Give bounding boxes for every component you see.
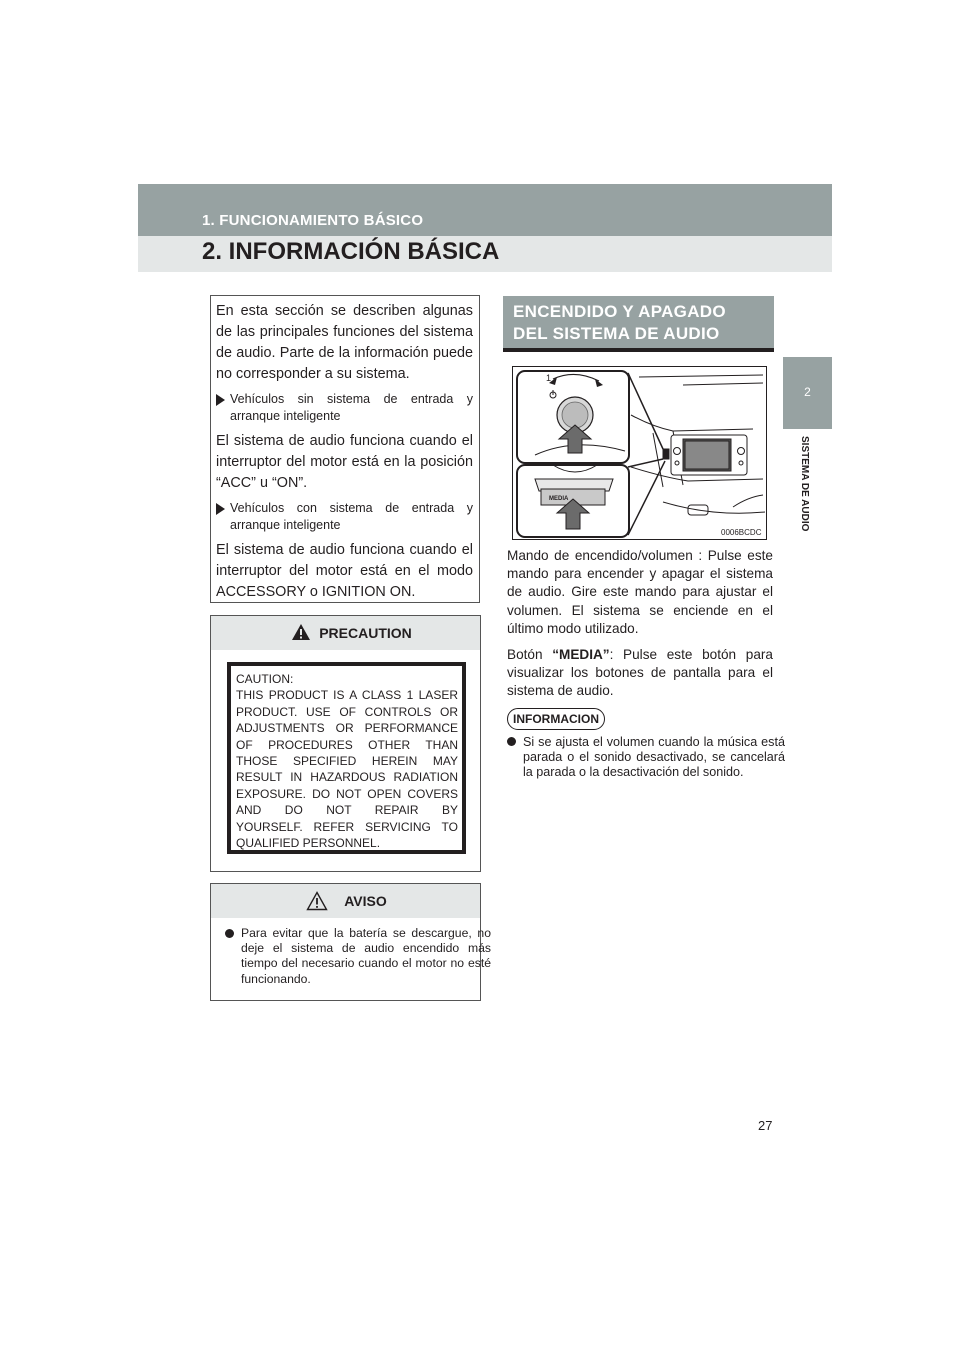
- body-paragraph: [507, 646, 773, 701]
- section-heading-rule: [503, 348, 774, 352]
- bullet-dot-icon: [507, 737, 516, 746]
- bullet-dot-icon: [225, 929, 234, 938]
- caution-line: YOURSELF. REFER SERVICING TO: [236, 819, 458, 834]
- page-number: 27: [758, 1118, 773, 1133]
- informacion-item: [507, 735, 785, 780]
- chapter-tab-label: SISTEMA DE AUDIO: [799, 436, 810, 532]
- intro-paragraph: En esta sección se describen algunas de las principales funciones del sistema de audio. Parte de la información puede no corresponder a su sistema.: [216, 303, 473, 382]
- intro-paragraph: El sistema de audio funciona cuando el interruptor del motor está en la posición “ACC” u “ON”.: [216, 433, 473, 491]
- condition-item: [216, 391, 473, 425]
- media-button-label: MEDIA: [549, 496, 569, 502]
- informacion-text: Si se ajusta el volumen cuando la música está parada o el sonido desactivado, se cancelará la parada o la desactivación del sonido.: [523, 735, 785, 779]
- aviso-title: AVISO: [344, 893, 387, 909]
- section-label: 1. FUNCIONAMIENTO BÁSICO: [202, 212, 424, 229]
- audio-controls-drawing: [513, 367, 766, 539]
- caution-line: THOSE SPECIFIED HEREIN MAY: [236, 754, 458, 769]
- aviso-box: [210, 883, 491, 1001]
- triangle-bullet-icon: [216, 503, 225, 515]
- aviso-text: Para evitar que la batería se descargue, no deje el sistema de audio encendido más tiempo del necesario cuando el motor no esté funcionando.: [241, 926, 491, 986]
- condition-text: Vehículos con sistema de entrada y arranque inteligente: [230, 501, 473, 532]
- triangle-bullet-icon: [216, 394, 225, 406]
- dashboard-illustration: [512, 366, 767, 540]
- aviso-item: [225, 926, 491, 987]
- caution-line: RESULT IN HAZARDOUS RADIATION: [236, 770, 458, 785]
- section-heading-line: DEL SISTEMA DE AUDIO: [513, 324, 720, 343]
- precaution-box: [210, 615, 481, 872]
- body-text-prefix: Botón: [507, 647, 553, 663]
- caution-line: THIS PRODUCT IS A CLASS 1 LASER: [236, 688, 458, 703]
- caution-line: PRODUCT. USE OF CONTROLS OR: [236, 704, 458, 719]
- condition-item: [216, 500, 473, 534]
- intro-paragraph: El sistema de audio funciona cuando el interruptor del motor está en el modo ACCESSORY o IGNITION ON.: [216, 542, 473, 600]
- caution-line: ADJUSTMENTS OR PERFORMANCE: [236, 721, 458, 736]
- informacion-badge: INFORMACION: [507, 708, 605, 730]
- knob-number: 1: [546, 373, 552, 383]
- caution-line: OF PROCEDURES OTHER THAN: [236, 737, 458, 752]
- precaution-title: PRECAUTION: [319, 625, 412, 641]
- caution-label: [227, 662, 466, 854]
- condition-text: Vehículos sin sistema de entrada y arranque inteligente: [230, 392, 473, 423]
- body-paragraph: Mando de encendido/volumen : Pulse este mando para encender y apagar el sistema de audio. Gire este mando para ajustar el volumen. El sistema se enciende en el último modo utilizado.: [507, 548, 773, 636]
- section-heading-line: ENCENDIDO Y APAGADO: [513, 302, 726, 321]
- body-text-suffix: : Pulse este botón para visualizar los botones de pantalla para el sistema de audio.: [507, 647, 773, 699]
- caution-line: AND DO NOT REPAIR BY: [236, 803, 458, 818]
- intro-box: [210, 295, 480, 603]
- media-button-reference: “MEDIA”: [552, 647, 610, 663]
- caution-line: EXPOSURE. DO NOT OPEN COVERS: [236, 786, 458, 801]
- chapter-tab-number: 2: [804, 385, 811, 399]
- figure-code: 0006BCDC: [721, 528, 762, 537]
- page-title: 2. INFORMACIÓN BÁSICA: [202, 238, 500, 265]
- body-text: [507, 547, 773, 709]
- caution-line: QUALIFIED PERSONNEL.: [236, 836, 381, 851]
- caution-line: CAUTION:: [236, 672, 294, 686]
